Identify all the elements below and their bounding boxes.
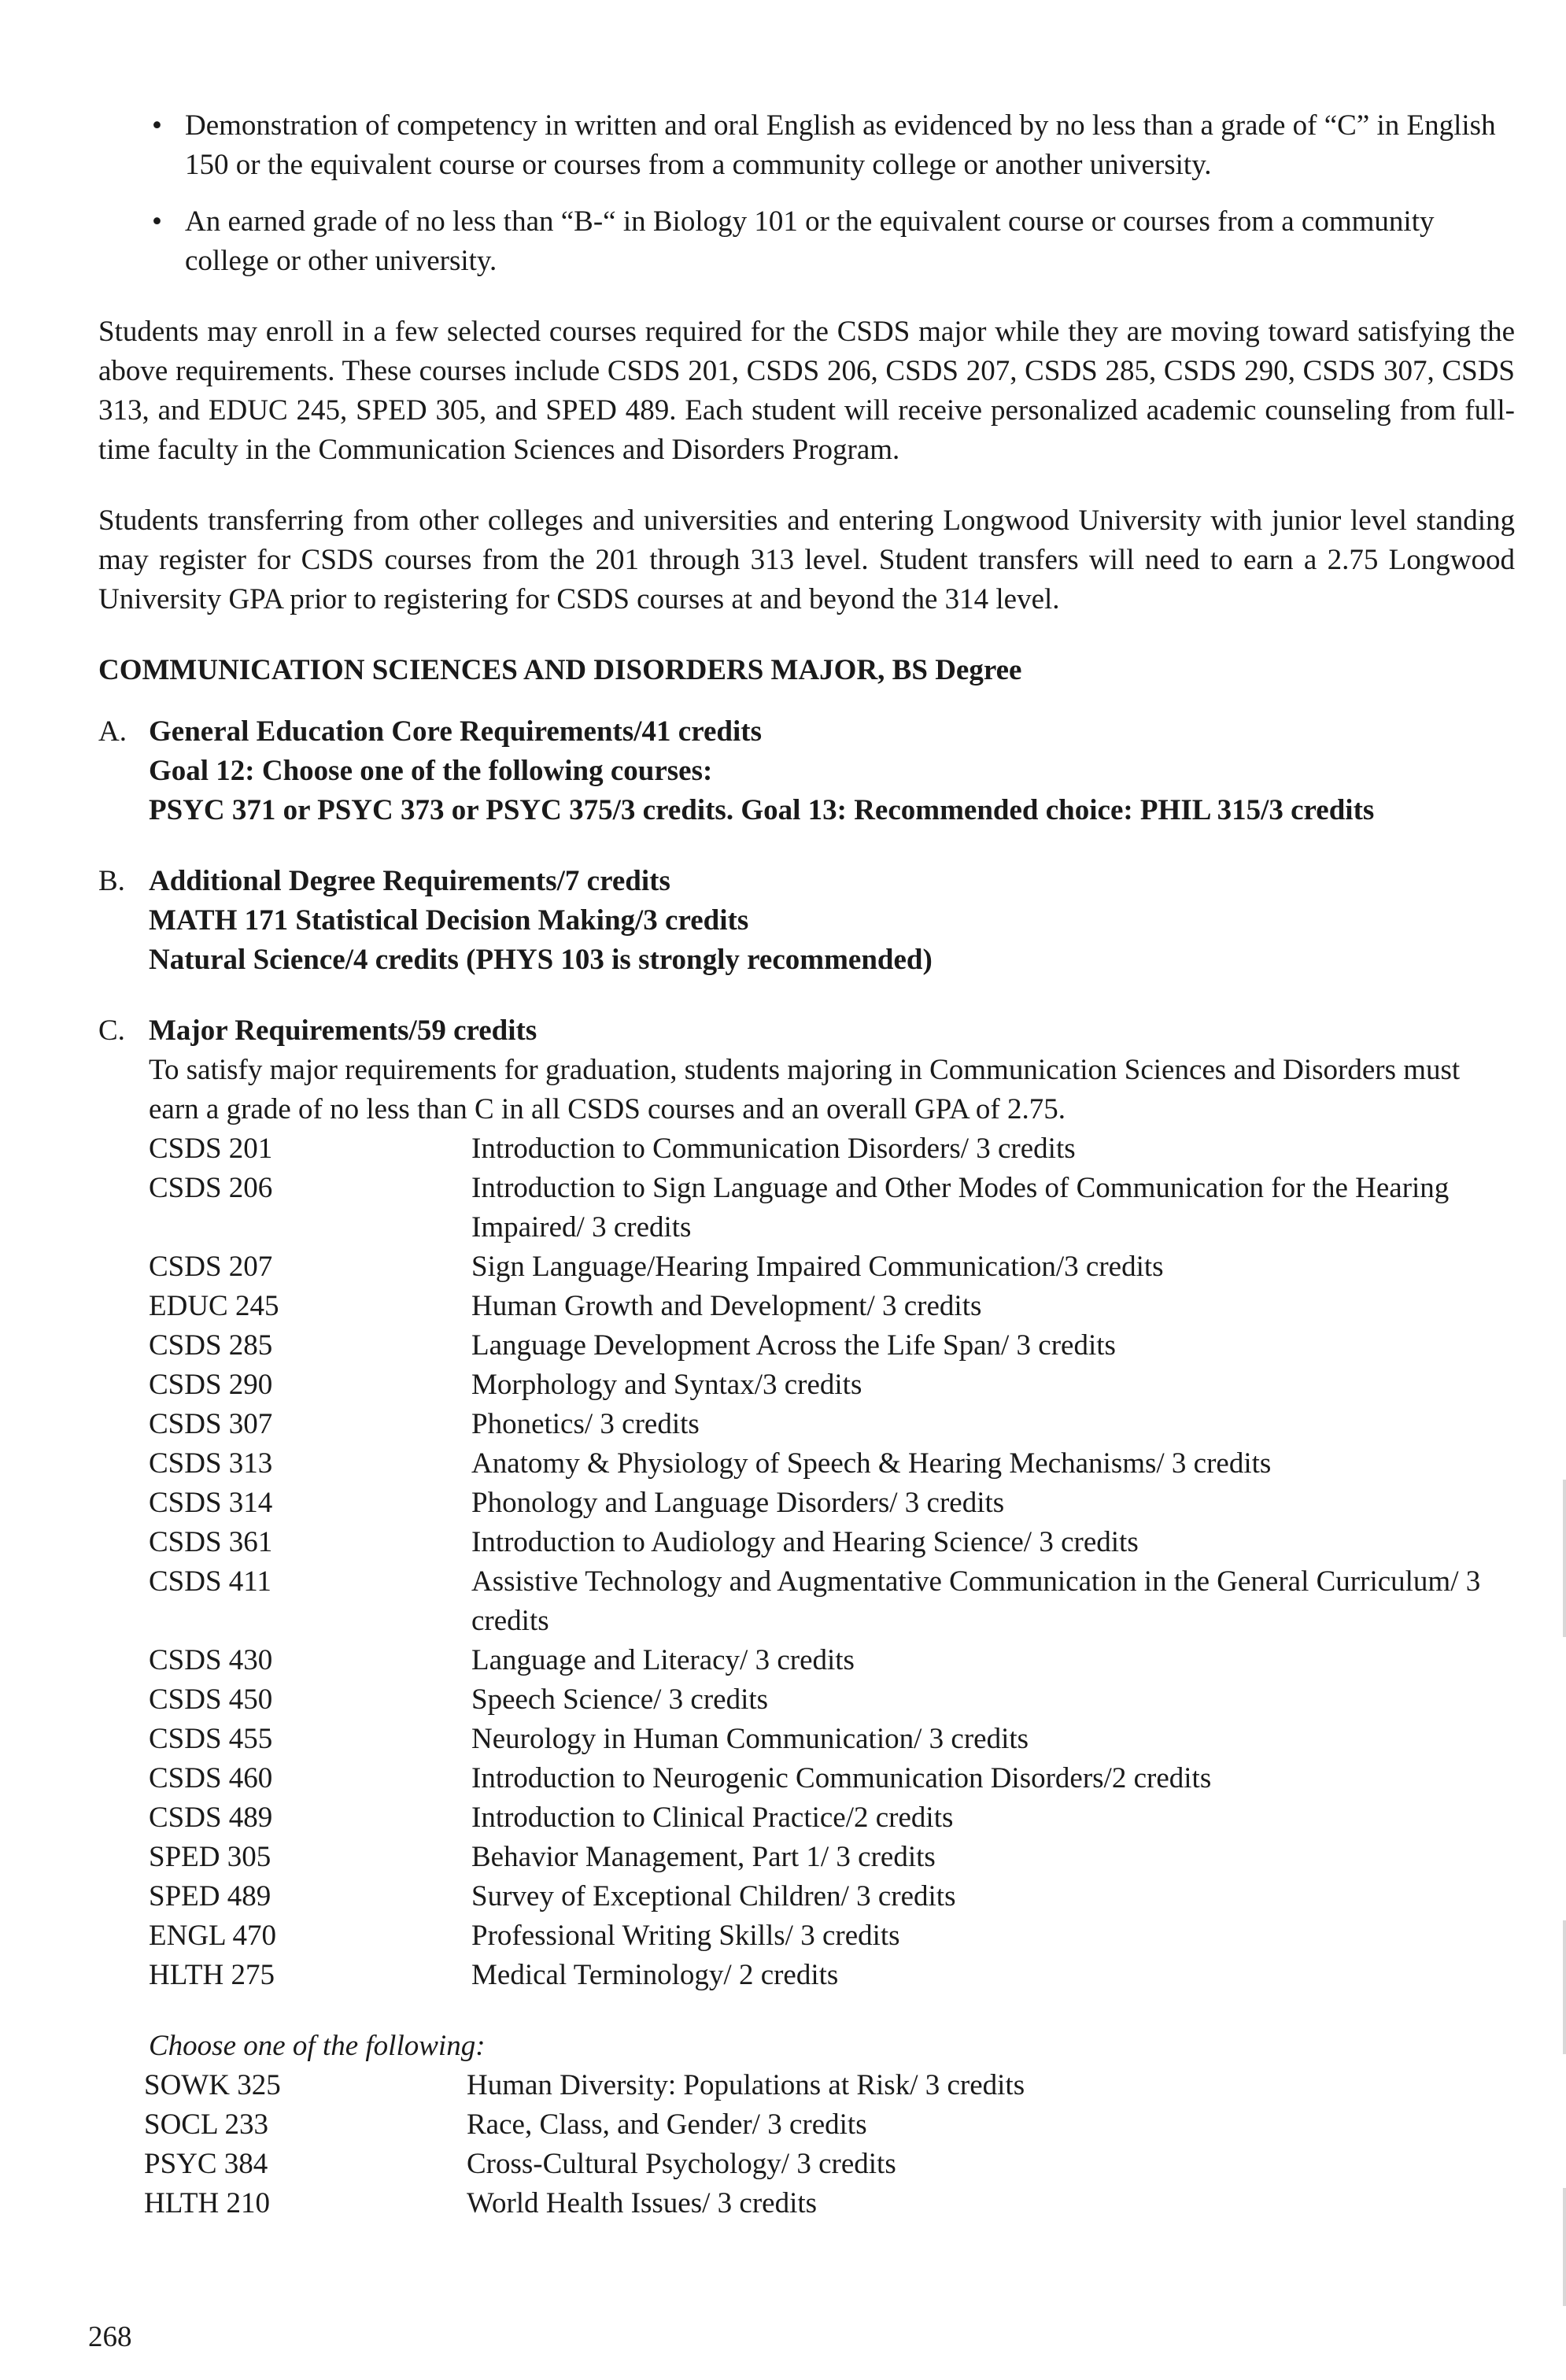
- course-title: World Health Issues/ 3 credits: [467, 2187, 818, 2219]
- course-code: CSDS 285: [149, 1329, 273, 1362]
- bullet-text: An earned grade of no less than “B-“ in Biology 101 or the equivalent course or courses from a community college or other university.: [185, 205, 1435, 277]
- course-code: CSDS 307: [149, 1408, 273, 1440]
- course-code: CSDS 290: [149, 1369, 273, 1401]
- goal-12-label: Goal 12: Choose one of the following courses:: [149, 755, 713, 787]
- course-code: ENGL 470: [149, 1920, 277, 1952]
- section-b: [98, 862, 1515, 980]
- course-row: [149, 1562, 1515, 1641]
- course-row: [149, 1523, 1515, 1562]
- course-code: CSDS 411: [149, 1565, 271, 1598]
- course-title: Cross-Cultural Psychology/ 3 credits: [467, 2148, 896, 2180]
- course-row: [149, 1287, 1515, 1326]
- course-title: Human Growth and Development/ 3 credits: [471, 1290, 982, 1322]
- course-title: Introduction to Clinical Practice/2 credits: [471, 1802, 954, 1834]
- course-row: [149, 1956, 1515, 1995]
- bullet-text: Demonstration of competency in written and oral English as evidenced by no less than a grade of “C” in English 150 or the equivalent course or courses from a community college or another university.: [185, 109, 1496, 181]
- bullet-dot: •: [152, 205, 162, 238]
- course-title: Sign Language/Hearing Impaired Communication/3 credits: [471, 1251, 1164, 1283]
- page-number: 268: [88, 2321, 132, 2353]
- document-page: [98, 106, 1515, 2255]
- course-row: [149, 1326, 1515, 1366]
- course-row: [149, 1247, 1515, 1287]
- course-code: SOCL 233: [144, 2108, 268, 2141]
- elective-row: [144, 2105, 1515, 2145]
- course-row: [149, 1720, 1515, 1759]
- course-code: CSDS 207: [149, 1251, 273, 1283]
- course-title: Behavior Management, Part 1/ 3 credits: [471, 1841, 936, 1873]
- major-intro: To satisfy major requirements for graduation, students majoring in Communication Sciences and Disorders must earn a grade of no less than C in all CSDS courses and an overall GPA of 2.75.: [149, 1054, 1461, 1125]
- course-title: Professional Writing Skills/ 3 credits: [471, 1920, 900, 1952]
- course-title: Phonology and Language Disorders/ 3 credits: [471, 1487, 1005, 1519]
- section-c: [98, 1011, 1515, 2223]
- course-title: Introduction to Sign Language and Other Modes of Communication for the Hearing Impaired/ 3 credits: [471, 1172, 1450, 1244]
- course-row: [149, 1680, 1515, 1720]
- course-code: CSDS 450: [149, 1683, 273, 1716]
- course-row: [149, 1405, 1515, 1444]
- course-title: Introduction to Neurogenic Communication Disorders/2 credits: [471, 1762, 1212, 1794]
- course-title: Human Diversity: Populations at Risk/ 3 credits: [467, 2069, 1025, 2101]
- elective-row: [144, 2066, 1515, 2105]
- goal-12-courses: PSYC 371 or PSYC 373 or PSYC 375/3 credits. Goal 13: Recommended choice: PHIL 315/3 credits: [149, 794, 1375, 826]
- section-letter: C.: [98, 1014, 125, 1047]
- course-row: [149, 1759, 1515, 1798]
- course-code: HLTH 275: [149, 1959, 275, 1991]
- course-code: CSDS 201: [149, 1133, 273, 1165]
- scan-edge-mark: [1563, 1480, 1566, 1637]
- choose-one-label: Choose one of the following:: [149, 2030, 486, 2062]
- course-title: Morphology and Syntax/3 credits: [471, 1369, 862, 1401]
- scan-edge-mark: [1563, 1920, 1566, 2054]
- course-row: [149, 1916, 1515, 1956]
- course-title: Introduction to Audiology and Hearing Science/ 3 credits: [471, 1526, 1139, 1558]
- elective-row: [144, 2184, 1515, 2223]
- requirement-bullet: [98, 202, 1515, 281]
- course-title: Medical Terminology/ 2 credits: [471, 1959, 839, 1991]
- course-row: [149, 1444, 1515, 1484]
- course-code: EDUC 245: [149, 1290, 279, 1322]
- course-row: [149, 1366, 1515, 1405]
- section-title: General Education Core Requirements/41 credits: [149, 715, 762, 748]
- course-code: CSDS 361: [149, 1526, 273, 1558]
- elective-list: [144, 2066, 1515, 2223]
- course-code: CSDS 313: [149, 1447, 273, 1480]
- course-code: SPED 489: [149, 1880, 271, 1913]
- course-code: CSDS 314: [149, 1487, 273, 1519]
- section-letter: B.: [98, 865, 125, 897]
- section-title: Additional Degree Requirements/7 credits: [149, 865, 670, 897]
- course-code: CSDS 460: [149, 1762, 273, 1794]
- course-title: Assistive Technology and Augmentative Communication in the General Curriculum/ 3 credits: [471, 1565, 1481, 1637]
- transfer-paragraph: Students transferring from other colleges and universities and entering Longwood University with junior level standing may register for CSDS courses from the 201 through 313 level. Student transfers will need to earn a 2.75 Longwood University GPA prior to registering for CSDS courses at and beyond the 314 level.: [98, 504, 1515, 615]
- course-code: PSYC 384: [144, 2148, 268, 2180]
- course-row: [149, 1798, 1515, 1838]
- course-code: HLTH 210: [144, 2187, 270, 2219]
- course-list: [149, 1129, 1515, 1995]
- major-heading: COMMUNICATION SCIENCES AND DISORDERS MAJOR, BS Degree: [98, 654, 1022, 686]
- course-code: CSDS 430: [149, 1644, 273, 1676]
- scan-edge-mark: [1563, 2188, 1566, 2306]
- course-title: Survey of Exceptional Children/ 3 credits: [471, 1880, 956, 1913]
- course-row: [149, 1877, 1515, 1916]
- bullet-dot: •: [152, 109, 162, 142]
- course-title: Speech Science/ 3 credits: [471, 1683, 769, 1716]
- section-a: [98, 712, 1515, 830]
- course-code: SPED 305: [149, 1841, 271, 1873]
- enrollment-paragraph: Students may enroll in a few selected courses required for the CSDS major while they are moving toward satisfying the above requirements. These courses include CSDS 201, CSDS 206, CSDS 207, CSDS 285, CSDS 290, CSDS 307, CSDS 313, and EDUC 245, SPED 305, and SPED 489. Each student will receive personalized academic counseling from full-time faculty in the Communication Sciences and Disorders Program.: [98, 316, 1515, 466]
- section-title: Major Requirements/59 credits: [149, 1014, 537, 1047]
- requirement-bullet: [98, 106, 1515, 185]
- course-row: [149, 1838, 1515, 1877]
- course-code: SOWK 325: [144, 2069, 281, 2101]
- section-letter: A.: [98, 715, 127, 748]
- course-title: Race, Class, and Gender/ 3 credits: [467, 2108, 867, 2141]
- science-requirement: Natural Science/4 credits (PHYS 103 is strongly recommended): [149, 944, 933, 976]
- course-title: Language and Literacy/ 3 credits: [471, 1644, 855, 1676]
- course-code: CSDS 489: [149, 1802, 273, 1834]
- course-title: Neurology in Human Communication/ 3 credits: [471, 1723, 1029, 1755]
- course-row: [149, 1169, 1515, 1247]
- course-row: [149, 1129, 1515, 1169]
- course-row: [149, 1641, 1515, 1680]
- course-title: Language Development Across the Life Span/ 3 credits: [471, 1329, 1116, 1362]
- course-row: [149, 1484, 1515, 1523]
- elective-row: [144, 2145, 1515, 2184]
- math-requirement: MATH 171 Statistical Decision Making/3 credits: [149, 904, 749, 937]
- course-title: Anatomy & Physiology of Speech & Hearing Mechanisms/ 3 credits: [471, 1447, 1272, 1480]
- course-code: CSDS 455: [149, 1723, 273, 1755]
- course-title: Introduction to Communication Disorders/ 3 credits: [471, 1133, 1076, 1165]
- course-title: Phonetics/ 3 credits: [471, 1408, 700, 1440]
- course-code: CSDS 206: [149, 1172, 273, 1204]
